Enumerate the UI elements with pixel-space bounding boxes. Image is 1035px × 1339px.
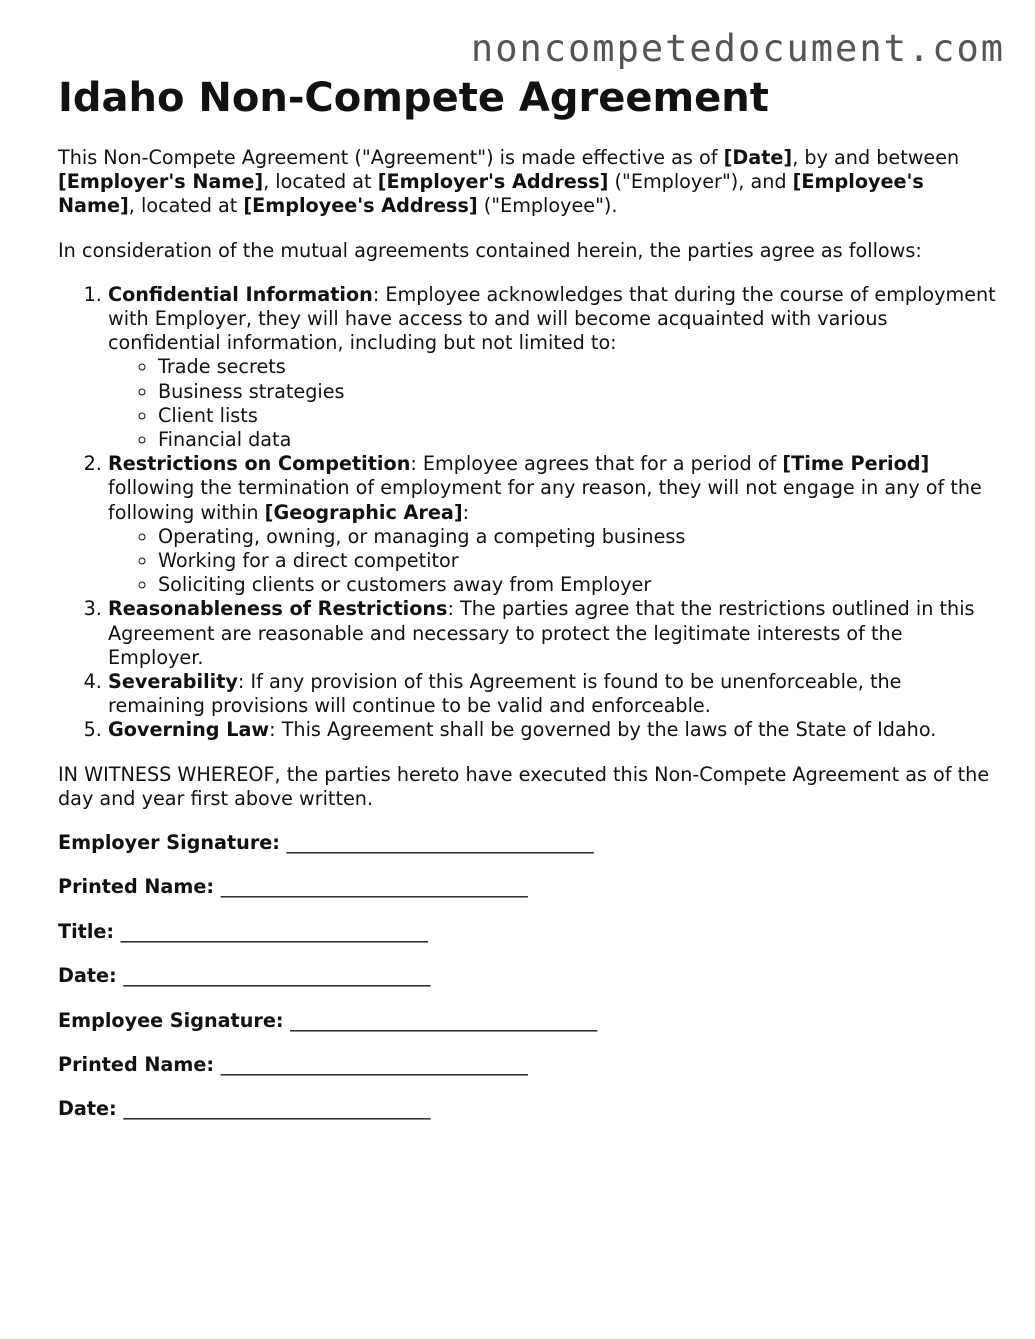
list-item: ◦ Soliciting clients or customers away from Employer: [158, 573, 998, 597]
employer-signature-field[interactable]: [58, 831, 998, 855]
signature-line[interactable]: ________________________________: [220, 875, 528, 899]
clause-governing-law: [108, 718, 998, 742]
signature-line[interactable]: ________________________________: [220, 1053, 528, 1077]
signature-label: Date:: [58, 964, 117, 988]
clause-text: : Employee agrees that for a period of: [410, 452, 783, 476]
clause-heading: Severability: [108, 670, 238, 694]
confidential-items-list: [108, 355, 998, 452]
list-item: ◦ Business strategies: [158, 380, 998, 404]
list-item: ◦ Operating, owning, or managing a competing business: [158, 525, 998, 549]
signature-line[interactable]: ________________________________: [120, 919, 428, 943]
clause-text: : If any provision of this Agreement is found to be unenforceable, the remaining provisions will continue to be valid and enforceable.: [108, 670, 902, 718]
clause-text: : Employee acknowledges that during the course of employment with Employer, they will have access to and will become acquainted with various confidential information, including but not limited to:: [108, 282, 996, 355]
clause-reasonableness: [108, 597, 998, 670]
signature-line[interactable]: ________________________________: [286, 831, 594, 855]
document-page: [58, 74, 998, 1142]
document-title: Idaho Non-Compete Agreement: [58, 75, 769, 121]
clause-text: : The parties agree that the restrictions outlined in this Agreement are reasonable and necessary to protect the legitimate interests of the Employer.: [108, 597, 975, 669]
signature-label: Employer Signature:: [58, 831, 280, 855]
clause-heading: Confidential Information: [108, 282, 373, 306]
signature-label: Date:: [58, 1097, 117, 1121]
intro-text: This Non-Compete Agreement ("Agreement") is made effective as of: [58, 146, 724, 169]
employee-name-placeholder: [Employee's Name]: [58, 170, 924, 218]
clause-text: : This Agreement shall be governed by the laws of the State of Idaho.: [269, 718, 937, 742]
signature-line[interactable]: ________________________________: [123, 964, 431, 988]
intro-text: ("Employee").: [477, 194, 618, 218]
intro-text: ("Employer"), and: [608, 170, 793, 194]
employee-printed-name-field[interactable]: [58, 1053, 998, 1077]
employer-date-field[interactable]: [58, 964, 998, 988]
clause-confidential-information: [108, 283, 998, 452]
watermark: noncompetedocument.com: [470, 27, 1005, 70]
signature-label: Printed Name:: [58, 1053, 215, 1077]
employer-title-field[interactable]: [58, 920, 998, 944]
consideration-paragraph: In consideration of the mutual agreements contained herein, the parties agree as follows:: [58, 238, 922, 262]
employee-signature-field[interactable]: [58, 1009, 998, 1033]
list-item: ◦ Financial data: [158, 428, 998, 452]
employee-address-placeholder: [Employee's Address]: [243, 194, 478, 218]
geographic-area-placeholder: [Geographic Area]: [264, 500, 463, 524]
clause-heading: Restrictions on Competition: [108, 452, 411, 476]
signature-label: Employee Signature:: [58, 1008, 284, 1032]
clause-severability: [108, 670, 998, 718]
clause-text: following the termination of employment for any reason, they will not engage in any of the following within: [108, 476, 982, 524]
list-item: ◦ Working for a direct competitor: [158, 549, 998, 573]
clause-restrictions-on-competition: [108, 452, 998, 597]
employer-address-placeholder: [Employer's Address]: [377, 170, 609, 194]
employer-name-placeholder: [Employer's Name]: [58, 170, 264, 194]
restriction-items-list: [108, 525, 998, 598]
clause-heading: Reasonableness of Restrictions: [108, 597, 448, 621]
clause-text: :: [462, 500, 470, 524]
signature-line[interactable]: ________________________________: [123, 1097, 431, 1121]
list-item: ◦ Client lists: [158, 404, 998, 428]
date-placeholder: [Date]: [723, 146, 793, 169]
intro-text: , by and between: [792, 146, 960, 169]
clause-list: [58, 283, 998, 743]
signature-line[interactable]: ________________________________: [290, 1008, 598, 1032]
intro-text: , located at: [263, 170, 378, 194]
intro-paragraph: [58, 146, 998, 219]
signature-label: Printed Name:: [58, 875, 215, 899]
list-item: ◦ Trade secrets: [158, 355, 998, 379]
time-period-placeholder: [Time Period]: [782, 452, 930, 476]
intro-text: , located at: [128, 194, 244, 218]
clause-heading: Governing Law: [108, 718, 270, 742]
witness-paragraph: IN WITNESS WHEREOF, the parties hereto have executed this Non-Compete Agreement as of the day and year first above written.: [58, 762, 990, 810]
employer-printed-name-field[interactable]: [58, 875, 998, 899]
signature-label: Title:: [58, 919, 115, 943]
employee-date-field[interactable]: [58, 1097, 998, 1121]
